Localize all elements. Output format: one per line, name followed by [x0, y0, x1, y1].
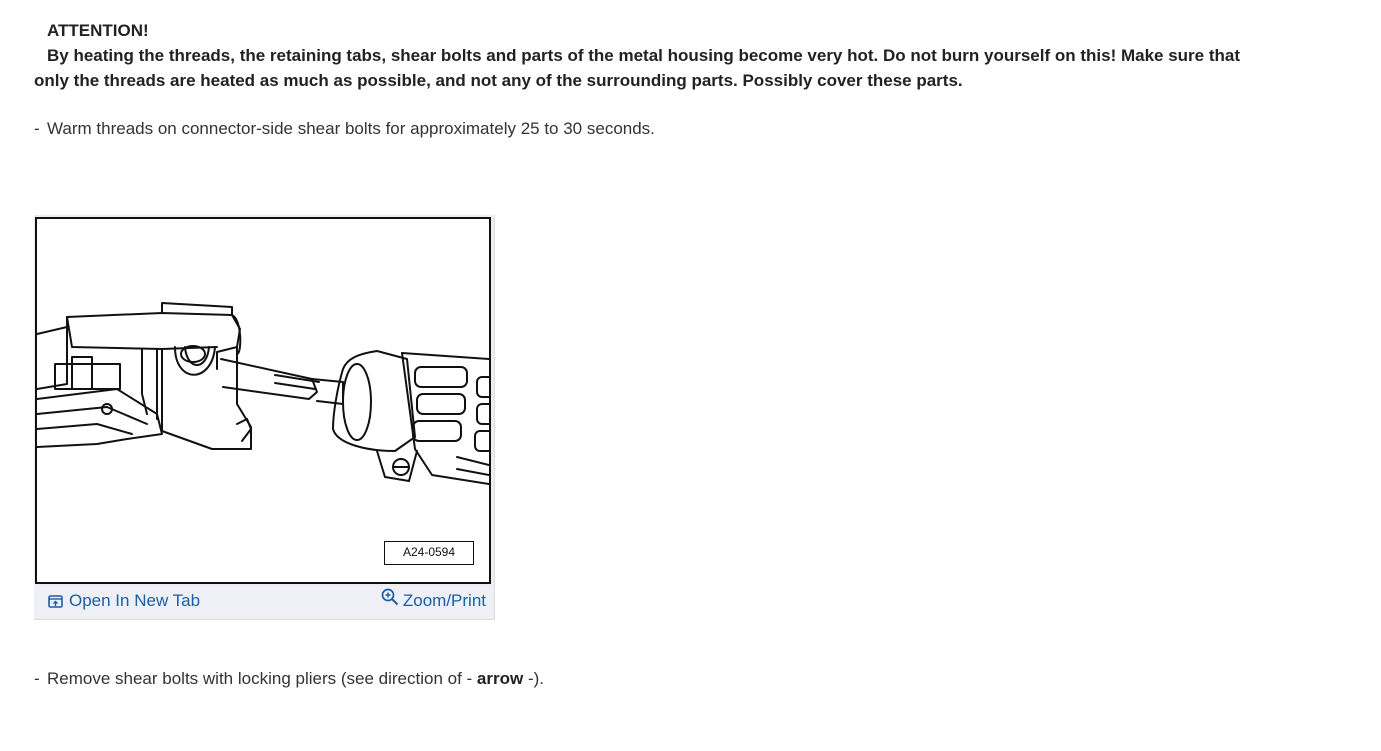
open-in-new-tab-link[interactable] [48, 590, 200, 612]
figure-container [34, 215, 495, 620]
attention-body: By heating the threads, the retaining tabs, shear bolts and parts of the metal housing become very hot. Do not burn yourself on this! Make sure that only the threads are heated as much as possible, and not any of the surrounding parts. Possibly cover these parts. [34, 46, 1241, 90]
connector-heating-illustration [37, 219, 489, 582]
step-text: Warm threads on connector-side shear bolts for approximately 25 to 30 seconds. [47, 119, 655, 138]
step-dash: - [34, 119, 40, 138]
step-text-after: -). [527, 669, 544, 688]
step-dash: - [34, 669, 40, 688]
arrow-reference: arrow [476, 669, 524, 688]
figure-illustration[interactable] [35, 217, 491, 584]
attention-title: ATTENTION! [47, 21, 149, 40]
zoom-print-link[interactable] [381, 590, 486, 612]
figure-reference-code: A24-0594 [384, 541, 474, 565]
magnifier-plus-icon [381, 588, 399, 607]
step-warm-threads [34, 118, 655, 140]
open-in-new-tab-label: Open In New Tab [69, 591, 201, 610]
step-remove-shear-bolts [34, 668, 544, 690]
attention-notice [34, 18, 1264, 93]
step-text-before: Remove shear bolts with locking pliers (see direction of - [47, 669, 473, 688]
figure-toolbar [34, 586, 493, 618]
zoom-print-label: Zoom/Print [402, 591, 486, 610]
open-new-tab-icon [48, 594, 63, 609]
